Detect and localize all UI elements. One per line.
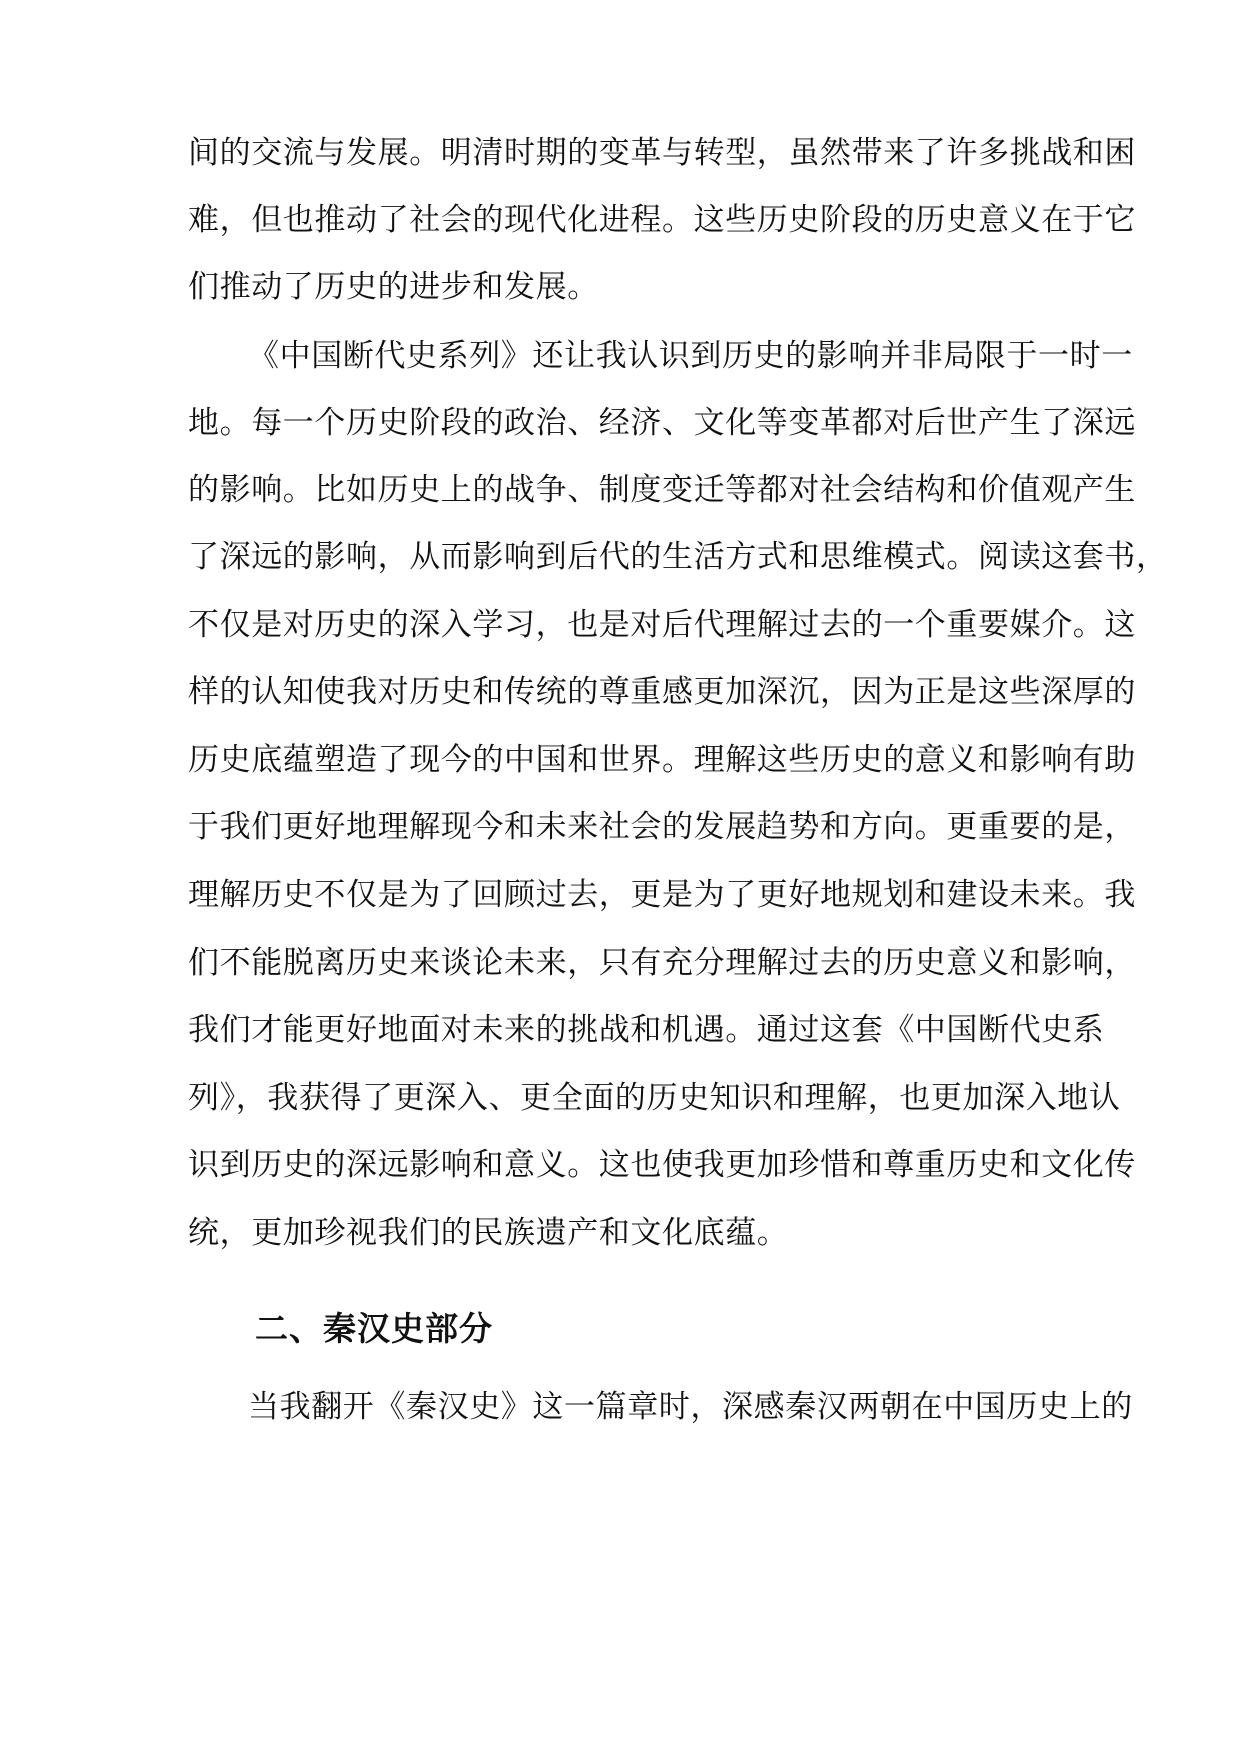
text-line: 们不能脱离历史来谈论未来，只有充分理解过去的历史意义和影响， (188, 945, 1136, 981)
text-line: 了深远的影响，从而影响到后代的生活方式和思维模式。阅读这套书， (188, 539, 1168, 575)
text-line: 统，更加珍视我们的民族遗产和文化底蕴。 (188, 1215, 789, 1251)
text-line: 列》，我获得了更深入、更全面的历史知识和理解，也更加深入地认 (188, 1080, 1121, 1116)
text-line: 难，但也推动了社会的现代化进程。这些历史阶段的历史意义在于它 (188, 202, 1136, 238)
paragraph-first-line: 《中国断代史系列》还让我认识到历史的影响并非局限于一时一 (248, 338, 1133, 374)
text-line: 样的认知使我对历史和传统的尊重感更加深沉，因为正是这些深厚的 (188, 674, 1136, 710)
text-line: 理解历史不仅是为了回顾过去，更是为了更好地规划和建设未来。我 (188, 877, 1136, 913)
section-heading: 二、秦汉史部分 (255, 1309, 493, 1348)
text-line: 不仅是对历史的深入学习，也是对后代理解过去的一个重要媒介。这 (188, 607, 1136, 643)
text-line: 历史底蕴塑造了现今的中国和世界。理解这些历史的意义和影响有助 (188, 742, 1136, 778)
text-line: 识到历史的深远影响和意义。这也使我更加珍惜和尊重历史和文化传 (188, 1147, 1136, 1183)
paragraph-first-line: 当我翻开《秦汉史》这一篇章时，深感秦汉两朝在中国历史上的 (248, 1389, 1133, 1425)
text-line: 间的交流与发展。明清时期的变革与转型，虽然带来了许多挑战和困 (188, 135, 1136, 171)
text-line: 地。每一个历史阶段的政治、经济、文化等变革都对后世产生了深远 (188, 405, 1136, 441)
text-line: 们推动了历史的进步和发展。 (188, 269, 599, 305)
text-line: 我们才能更好地面对未来的挑战和机遇。通过这套《中国断代史系 (188, 1012, 1105, 1048)
text-line: 于我们更好地理解现今和未来社会的发展趋势和方向。更重要的是， (188, 809, 1136, 845)
text-line: 的影响。比如历史上的战争、制度变迁等都对社会结构和价值观产生 (188, 472, 1136, 508)
